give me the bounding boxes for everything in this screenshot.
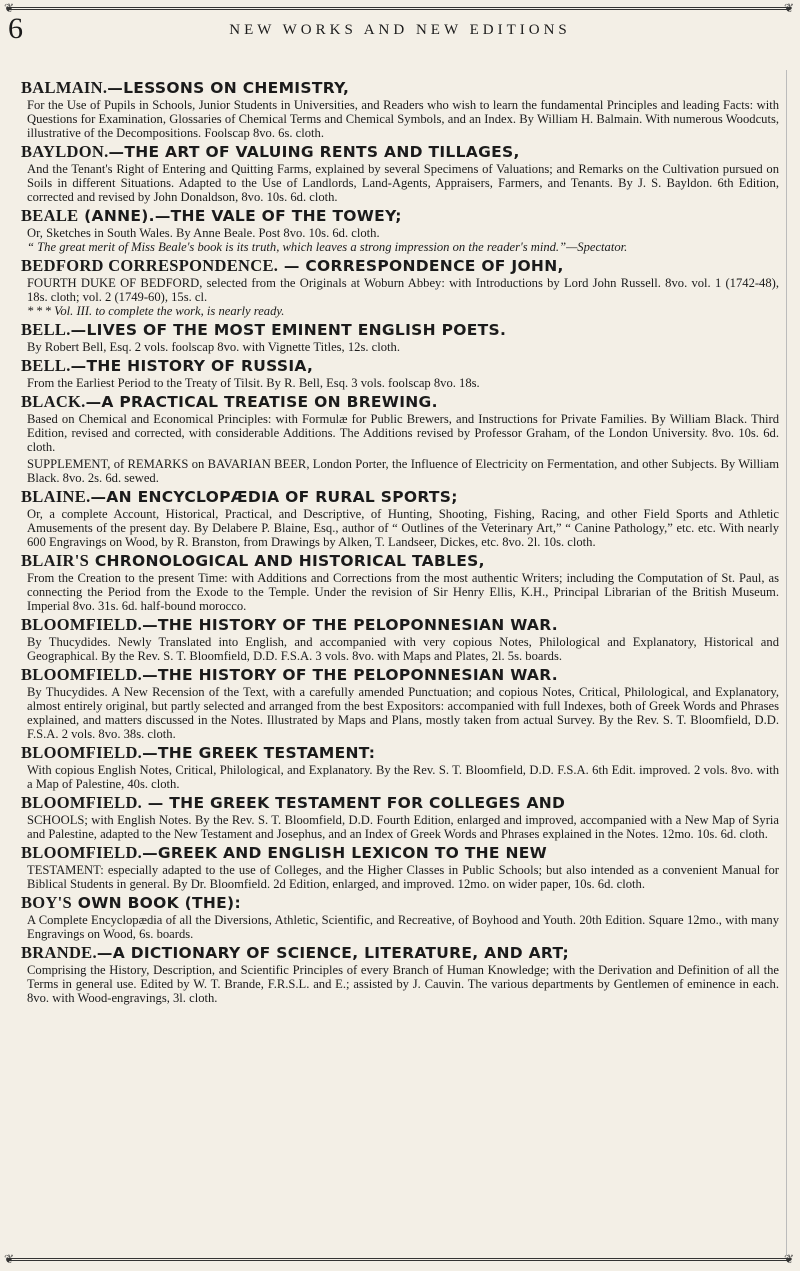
entry-description: With copious English Notes, Critical, Philological, and Explanatory. By the Rev. S. T. Bloomfield, D.D. F.S.A. 6th Edit. improved. 2 vols. 8vo. with a Map of Palestine, 40s. cloth. (27, 763, 779, 791)
entry-author: BELL. (21, 356, 71, 375)
entry-title: —LIVES OF THE MOST EMINENT ENGLISH POETS. (70, 321, 507, 339)
catalogue-entry (21, 356, 779, 390)
entry-heading (21, 943, 779, 963)
entry-heading (21, 142, 779, 162)
entry-description: For the Use of Pupils in Schools, Junior Students in Universities, and Readers who wish to learn the fundamental Principles and leading Facts: with Questions for Examination, Glossaries of Chemical Terms and Chemical Symbols, and an Index. By William H. Balmain. With numerous Woodcuts, illustrative of the Decompositions. Foolscap 8vo. 6s. cloth. (27, 98, 779, 140)
entry-description: By Thucydides. Newly Translated into English, and accompanied with very copious Notes, Philological and Explanatory, Historical and Geographical. By the Rev. S. T. Bloomfield, D.D. F.S.A. 3 vols. 8vo. with Maps and Plates, 2l. 5s. boards. (27, 635, 779, 663)
page-number: 6 (8, 12, 23, 45)
entry-author: BELL. (21, 320, 71, 339)
page-header (0, 12, 800, 46)
entry-heading (21, 78, 779, 98)
entry-supplement: SUPPLEMENT, of REMARKS on BAVARIAN BEER, London Porter, the Influence of Electricity on Fermentation, and other Subjects. By William Black. 8vo. 2s. 6d. sewed. (27, 457, 779, 485)
entry-title: —GREEK AND ENGLISH LEXICON TO THE NEW (142, 844, 548, 862)
entry-title: —A DICTIONARY OF SCIENCE, LITERATURE, AND ART; (96, 944, 569, 962)
entry-author: BLOOMFIELD. (21, 793, 143, 812)
catalogue-entry (21, 206, 779, 254)
entry-author: BEALE (21, 206, 79, 225)
entry-heading (21, 206, 779, 226)
entry-heading (21, 843, 779, 863)
entry-author: BAYLDON. (21, 142, 109, 161)
catalogue-entry (21, 392, 779, 485)
entry-author: BLAIR'S (21, 551, 90, 570)
entry-title: —A PRACTICAL TREATISE ON BREWING. (85, 393, 438, 411)
catalogue-entry (21, 551, 779, 613)
entry-title: —THE HISTORY OF THE PELOPONNESIAN WAR. (142, 666, 558, 684)
catalogue-entry (21, 615, 779, 663)
entry-description: Comprising the History, Description, and Scientific Principles of every Branch of Human Knowledge; with the Derivation and Definition of all the Terms in general use. Edited by W. T. Brande, F.R.S.L. and E.; assisted by J. Cauvin. The various departments by Gentlemen of eminence in each. 8vo. with Wood-engravings, 3l. cloth. (27, 963, 779, 1005)
entry-title: CHRONOLOGICAL AND HISTORICAL TABLES, (89, 552, 485, 570)
entry-heading (21, 356, 779, 376)
top-rule (8, 7, 788, 10)
entry-author: BLAINE. (21, 487, 91, 506)
entry-heading (21, 743, 779, 763)
entry-title: —THE HISTORY OF THE PELOPONNESIAN WAR. (142, 616, 558, 634)
running-title: NEW WORKS AND NEW EDITIONS (229, 22, 571, 38)
entry-description: SCHOOLS; with English Notes. By the Rev. S. T. Bloomfield, D.D. Fourth Edition, enlarged and improved, accompanied with a New Map of Syria and Palestine, adapted to the New Testament and Josephus, and an Index of Greek Words and Phrases explained in the Notes. 12mo. 10s. 6d. cloth. (27, 813, 779, 841)
entry-heading (21, 893, 779, 913)
entry-author: BLOOMFIELD. (21, 615, 143, 634)
corner-ornament-icon: ❦ (783, 1252, 794, 1266)
entry-author: BLACK. (21, 392, 86, 411)
corner-ornament-icon: ❦ (4, 1252, 15, 1266)
entry-note: “ The great merit of Miss Beale's book is its truth, which leaves a strong impression on the reader's mind.”—Spectator. (27, 240, 628, 254)
entry-author: BEDFORD CORRESPONDENCE. (21, 256, 279, 275)
entry-title: (ANNE).—THE VALE OF THE TOWEY; (78, 207, 402, 225)
catalogue-entry (21, 142, 779, 204)
entry-heading (21, 320, 779, 340)
entry-description: A Complete Encyclopædia of all the Diversions, Athletic, Scientific, and Recreative, of Boyhood and Youth. 20th Edition. Square 12mo., with many Engravings on Wood, 6s. boards. (27, 913, 779, 941)
entry-description: FOURTH DUKE OF BEDFORD, selected from the Originals at Woburn Abbey: with Introductions by Lord John Russell. 8vo. vol. 1 (1742-48), 18s. cloth; vol. 2 (1749-60), 15s. cl. (27, 276, 779, 304)
entry-note: * * * Vol. III. to complete the work, is nearly ready. (27, 304, 285, 318)
entry-heading (21, 615, 779, 635)
corner-ornament-icon: ❦ (783, 1, 794, 15)
entry-description: By Thucydides. A New Recension of the Text, with a carefully amended Punctuation; and copious Notes, Critical, Philological, and Explanatory, almost entirely original, but partly selected and arranged from the best Expositors: accompanied with full Indexes, both of Greek Words and Phrases explained, and matters discussed in the Notes. Illustrated by Maps and Plans, mostly taken from actual Survey. By the Rev. S. T. Bloomfield, D.D. F.S.A. 2 vols. 8vo. 38s. cloth. (27, 685, 779, 741)
entry-heading (21, 551, 779, 571)
entry-title: —THE GREEK TESTAMENT: (142, 744, 376, 762)
entry-description: Based on Chemical and Economical Principles: with Formulæ for Public Brewers, and Instructions for Private Families. By William Black. Third Edition, revised and corrected, with considerable Additions. The Additions revised by Professor Graham, of the London University. 8vo. 10s. 6d. cloth. (27, 412, 779, 454)
corner-ornament-icon: ❦ (4, 1, 15, 15)
entry-title: OWN BOOK (THE): (72, 894, 241, 912)
entry-description: From the Earliest Period to the Treaty of Tilsit. By R. Bell, Esq. 3 vols. foolscap 8vo. 18s. (27, 376, 480, 390)
margin-rule (786, 70, 787, 1255)
entry-author: BLOOMFIELD. (21, 665, 143, 684)
catalogue-entry (21, 893, 779, 941)
entry-title: —AN ENCYCLOPÆDIA OF RURAL SPORTS; (90, 488, 458, 506)
entry-author: BOY'S (21, 893, 73, 912)
entry-title: —LESSONS ON CHEMISTRY, (107, 79, 350, 97)
entry-heading (21, 392, 779, 412)
entry-author: BRANDE. (21, 943, 97, 962)
entry-title: —THE ART OF VALUING RENTS AND TILLAGES, (108, 143, 520, 161)
entry-list (21, 78, 779, 1007)
entry-description: By Robert Bell, Esq. 2 vols. foolscap 8vo. with Vignette Titles, 12s. cloth. (27, 340, 400, 354)
catalogue-entry (21, 743, 779, 791)
entry-title: —THE HISTORY OF RUSSIA, (70, 357, 314, 375)
entry-description: Or, a complete Account, Historical, Practical, and Descriptive, of Hunting, Shooting, Fishing, Racing, and other Field Sports and Athletic Amusements of the present day. By Delabere P. Blaine, Esq., author of “ Outlines of the Veterinary Art,” “ Canine Pathology,” etc. etc. With nearly 600 Engravings on Wood, by R. Branston, from Drawings by Alken, T. Landseer, Dickes, etc. 8vo. 2l. 10s. cloth. (27, 507, 779, 549)
catalogue-entry (21, 487, 779, 549)
entry-description: And the Tenant's Right of Entering and Quitting Farms, explained by several Specimens of Valuations; and Remarks on the Cultivation pursued on Soils in different Situations. Adapted to the Use of Landlords, Land-Agents, Appraisers, Farmers, and Tenants. By J. S. Bayldon. 6th Edition, corrected and revised by John Donaldson, 8vo. 10s. 6d. cloth. (27, 162, 779, 204)
catalogue-entry (21, 793, 779, 841)
entry-heading (21, 793, 779, 813)
catalogue-entry (21, 843, 779, 891)
entry-description: Or, Sketches in South Wales. By Anne Beale. Post 8vo. 10s. 6d. cloth. (27, 226, 380, 240)
entry-description: From the Creation to the present Time: with Additions and Corrections from the most authentic Writers; including the Computation of St. Paul, as connecting the Period from the Exode to the Temple. Under the revision of Sir Henry Ellis, K.H., Principal Librarian of the British Museum. Imperial 8vo. 31s. 6d. half-bound morocco. (27, 571, 779, 613)
bottom-rule (8, 1258, 788, 1261)
catalogue-entry (21, 943, 779, 1005)
entry-author: BLOOMFIELD. (21, 743, 143, 762)
catalogue-entry (21, 665, 779, 741)
catalogue-entry (21, 78, 779, 140)
catalogue-entry (21, 256, 779, 318)
entry-description: TESTAMENT: especially adapted to the use of Colleges, and the Higher Classes in Public Schools; but also intended as a convenient Manual for Biblical Students in general. By Dr. Bloomfield. 2d Edition, enlarged, and improved. 12mo. on wider paper, 10s. 6d. cloth. (27, 863, 779, 891)
entry-heading (21, 665, 779, 685)
catalogue-entry (21, 320, 779, 354)
entry-title: — CORRESPONDENCE OF JOHN, (278, 257, 564, 275)
entry-author: BLOOMFIELD. (21, 843, 143, 862)
entry-heading (21, 256, 779, 276)
entry-heading (21, 487, 779, 507)
entry-author: BALMAIN. (21, 78, 108, 97)
entry-title: — THE GREEK TESTAMENT FOR COLLEGES AND (142, 794, 566, 812)
